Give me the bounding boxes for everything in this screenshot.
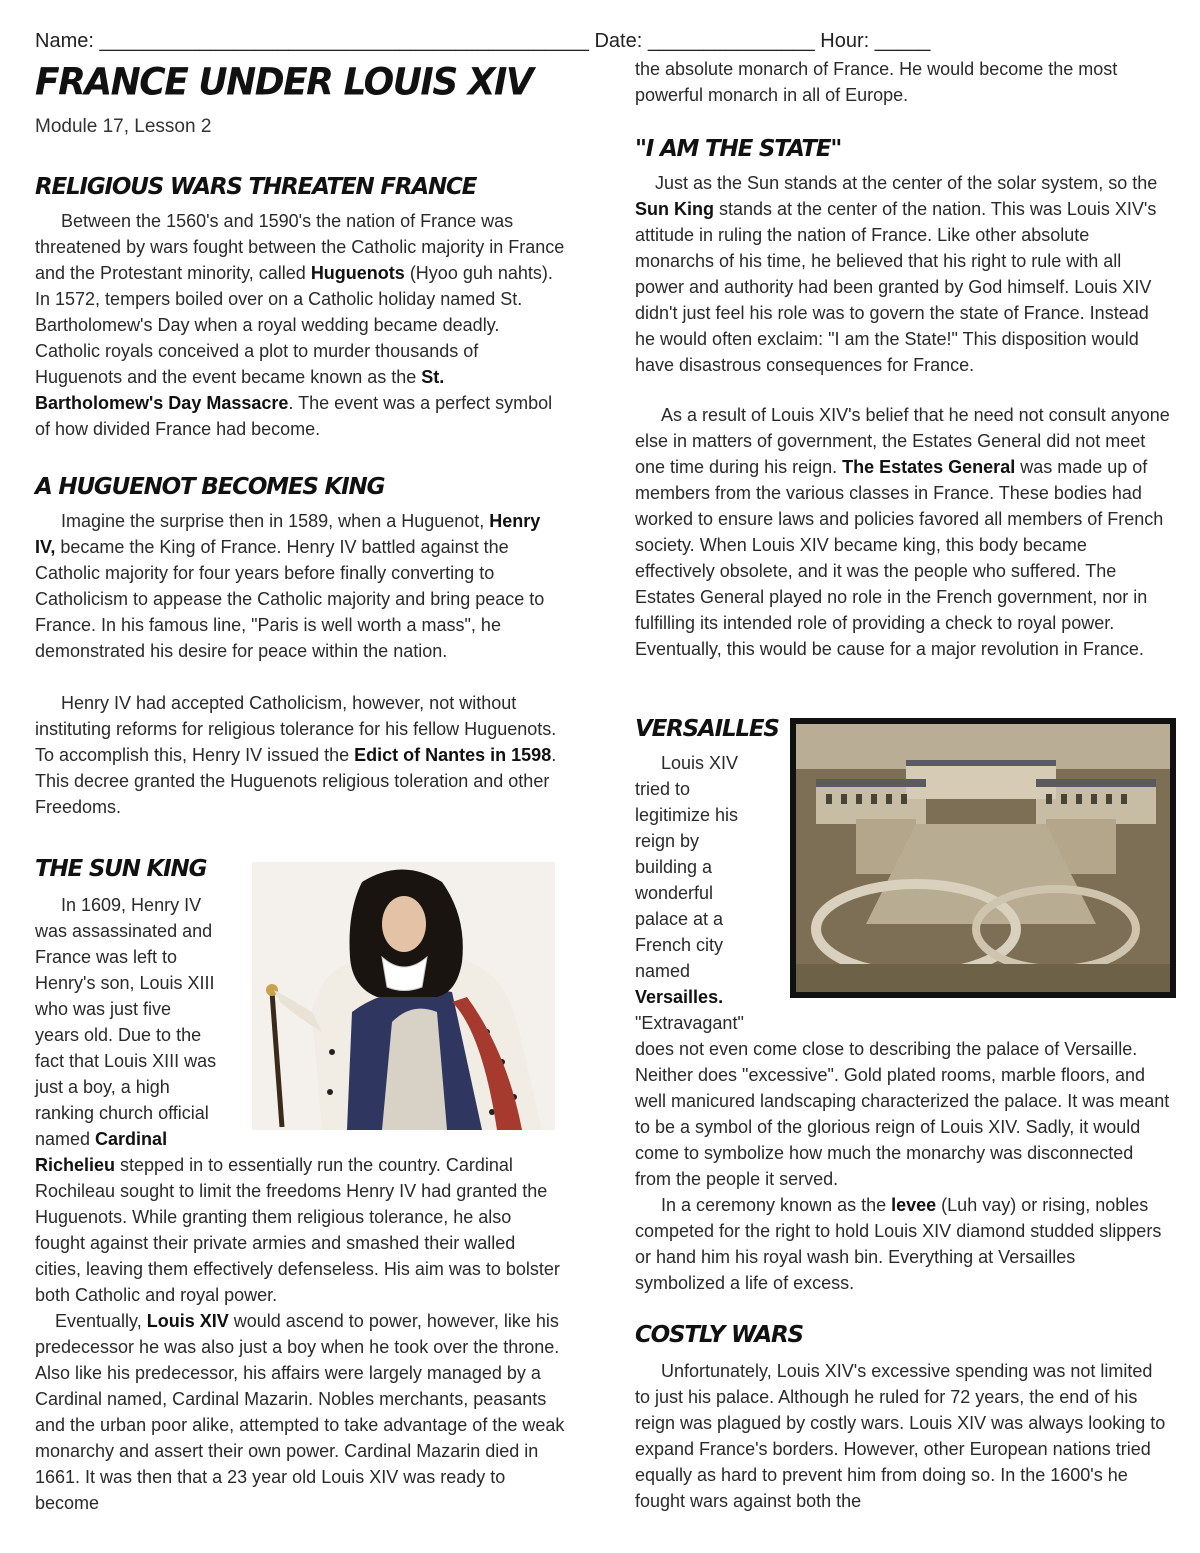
name-label: Name: [35,30,94,52]
versailles-painting [796,724,1170,992]
name-blank[interactable]: ____________________________________________ [99,30,589,52]
paragraph-sun-king-1: Richelieu stepped in to essentially run the country. Cardinal Rochileau sought to limit the freedoms Henry IV had granted the Huguenots. While granting them religious tolerance, he also fought against their private armies and smashed their walled cities, leaving them effectively defenseless. His aim was to bolster both Catholic and royal power. [35,1155,560,1305]
versailles-palace-image [790,718,1176,998]
paragraph-state-2: As a result of Louis XIV's belief that he need not consult anyone else in matters of government, the Estates General did not meet one time during his reign. The Estates General was made up of members from the various classes in France. These bodies had worked to ensure laws and policies favored all members of French society. When Louis XIV became king, this body became effectively obsolete, and it was the people who suffered. The Estates General played no role in the French government, nor in fulfilling its intended role of providing a check to royal power. Eventually, this would be cause for a major revolution in France. [635,405,1170,659]
heading-sun-king: THE SUN KING [35,856,207,882]
page-title: FRANCE UNDER LOUIS XIV [35,60,533,105]
date-label: Date: [594,30,643,52]
paragraph-versailles-2: In a ceremony known as the levee (Luh vay) or rising, nobles competed for the right to hold Louis XIV diamond studded slippers or hand him his royal wash bin. Everything at Versailles symbolized a life of excess. [635,1195,1162,1293]
heading-i-am-the-state: "I AM THE STATE" [635,136,842,162]
header-fields [35,30,930,53]
heading-costly-wars: COSTLY WARS [635,1322,803,1348]
paragraph-sun-king-2: Eventually, Louis XIV would ascend to power, however, like his predecessor he was also just a boy when he took over the throne. Also like his predecessor, his affairs were largely managed by a Cardinal named, Cardinal Mazarin. Nobles merchants, peasants and the urban poor alike, attempted to take advantage of the weak monarchy and assert their own power. Cardinal Mazarin died in 1661. It was then that a 23 year old Louis XIV was ready to become [35,1311,565,1513]
paragraph-religious-wars: Between the 1560's and 1590's the nation of France was threatened by wars fought between the Catholic majority in France and the Protestant minority, called Huguenots (Hyoo guh nahts). In 1572, tempers boiled over on a Catholic holiday named St. Bartholomew's Day when a royal wedding became deadly. Catholic royals conceived a plot to murder thousands of Huguenots and the event became known as the St. Bartholomew's Day Massacre. The event was a perfect symbol of how divided France had become. [35,211,565,439]
paragraph-sun-king-continued: the absolute monarch of France. He would become the most powerful monarch in all of Europe. [635,59,1118,105]
hour-label: Hour: [820,30,870,52]
paragraph-state-1: Just as the Sun stands at the center of the solar system, so the Sun King stands at the center of the nation. This was Louis XIV's attitude in ruling the nation of France. Like other absolute monarchs of his time, he believed that his right to rule with all power and authority had been granted by God himself. Louis XIV didn't just feel his role was to govern the state of France. Instead he would often exclaim: "I am the State!" This disposition would have disastrous consequences for France. [635,173,1158,375]
heading-huguenot-king: A HUGUENOT BECOMES KING [35,474,385,500]
hour-blank[interactable]: _____ [874,30,931,52]
paragraph-huguenot-king-2: Henry IV had accepted Catholicism, however, not without instituting reforms for religious tolerance for his fellow Huguenots. To accomplish this, Henry IV issued the Edict of Nantes in 1598. This decree granted the Huguenots religious toleration and other Freedoms. [35,693,557,817]
heading-religious-wars: RELIGIOUS WARS THREATEN FRANCE [35,174,477,200]
module-label: Module 17, Lesson 2 [35,116,212,137]
paragraph-costly-wars: Unfortunately, Louis XIV's excessive spending was not limited to just his palace. Although he ruled for 72 years, the end of his reign was plagued by costly wars. Louis XIV was always looking to expand France's borders. However, other European nations tried equally as hard to prevent him from doing so. In the 1600's he fought wars against both the [635,1361,1166,1511]
paragraph-huguenot-king-1: Imagine the surprise then in 1589, when a Huguenot, Henry IV, became the King of France. Henry IV battled against the Catholic majority for four years before finally converting to Catholicism to appease the Catholic majority and bring peace to France. In his famous line, "Paris is well worth a mass", he demonstrated his desire for peace within the nation. [35,511,545,661]
louis-xiv-portrait-image [252,862,555,1130]
versailles-wrap-text: Louis XIV tried to legitimize his reign by building a wonderful palace at a French city named Versailles. "Extravagant" [635,753,744,1033]
heading-versailles: VERSAILLES [635,716,779,742]
paragraph-versailles-1: does not even come close to describing the palace of Versaille. Neither does "excessive". Gold plated rooms, marble floors, and well manicured landscaping characterized the palace. It was meant to be a symbol of the glorious reign of Louis XIV. Sadly, it would come to symbolize how much the monarchy was disconnected from the people it served. [635,1039,1170,1189]
date-blank[interactable]: _______________ [647,30,815,52]
sun-king-wrap-text: In 1609, Henry IV was assassinated and France was left to Henry's son, Louis XIII who was just five years old. Due to the fact that Louis XIII was just a boy, a high ranking church official named Cardinal [35,895,217,1149]
